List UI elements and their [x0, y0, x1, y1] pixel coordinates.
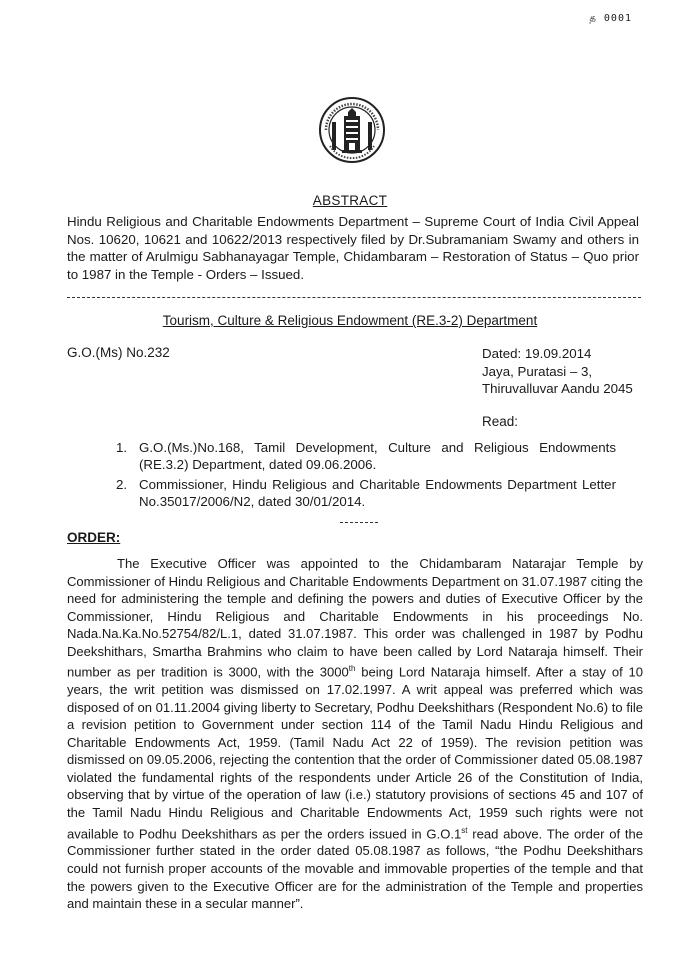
- read-label: Read:: [482, 414, 519, 429]
- department-heading: Tourism, Culture & Religious Endowment (RE.3-2) Department: [162, 313, 538, 328]
- abstract-body: Hindu Religious and Charitable Endowments Department – Supreme Court of India Civil Appeal Nos. 10620, 10621 and 10622/2013 respectively filed by Dr.Subramaniam Swamy and others in the matter of Arulmigu Sabhanayagar Temple, Chidambaram – Restoration of Status – Quo prior to 1987 in the Temple - Orders – Issued.: [67, 214, 639, 282]
- reference-text: Commissioner, Hindu Religious and Charitable Endowments Department Letter No.35017/2006/N2, dated 30/01/2014.: [139, 477, 616, 509]
- page-corner-mark: த 0001: [589, 13, 632, 24]
- abstract-title: ABSTRACT: [312, 193, 388, 208]
- tamil-date-line: Jaya, Puratasi – 3,: [482, 363, 593, 379]
- order-heading: ORDER:: [67, 530, 121, 545]
- thiruvalluvar-year-line: Thiruvalluvar Aandu 2045: [482, 381, 633, 396]
- reference-text: G.O.(Ms.)No.168, Tamil Development, Culture and Religious Endowments (RE.3.2) Department, dated 09.06.2006.: [139, 440, 616, 472]
- order-text-part2: being Lord Nataraja himself. After a stay of 10 years, the writ petition was dismissed on 17.02.1997. A writ appeal was preferred which was disposed of on 01.11.2004 giving liberty to Secretary, Podhu Deekshithars (Respondent No.6) to file a revision petition to Government under section 114 of the Tamil Nadu Hindu Religious and Charitable Endowments Act, 1959. (Tamil Nadu Act 22 of 1959). The revision petition was dismissed on 09.05.2006, rejecting the contention that the order of Commissioner dated 05.08.1987 violated the fundamental rights of the respondents under Article 26 of the Constitution of India, observing that by virtue of the operation of law (i.e.) statutory provisions of sections 45 and 107 of the Tamil Nadu Hindu Religious and Charitable Endowments Act, 1959 such rights were not available to Podhu Deekshithars as per the orders issued in G.O.1: [67, 664, 643, 841]
- reference-item: [108, 476, 616, 510]
- reference-item: [108, 439, 616, 473]
- order-text-part3: read above. The order of the Commissioner further stated in the order dated 05.08.1987 as follows, “the Podhu Deekshithars could not furnish proper accounts of the movable and immovable properties of the temple and that the powers given to the Executive Officer are for the administration of the Temple and properties and maintain these in a secular manner”.: [67, 825, 644, 912]
- order-text-part1: The Executive Officer was appointed to the Chidambaram Natarajar Temple by Commissioner of Hindu Religious and Charitable Endowments Department on 31.07.1987 citing the need for administering the temple and defining the powers and duties of Executive Officer by the Commissioner, Hindu Religious and Charitable Endowments in his proceedings No. Nada.Na.Ka.No.52754/82/L.1, dated 31.07.1987. This order was challenged in 1987 by Podhu Deekshithars, Smartha Brahmins who claim to have been called by Lord Nataraja himself. Their number as per tradition is 3000, with the 3000: [67, 556, 643, 680]
- section-divider: [67, 297, 641, 298]
- state-emblem-seal: [318, 96, 386, 182]
- ordinal-suffix: th: [348, 664, 356, 674]
- dated-block: [482, 345, 633, 398]
- ordinal-suffix: st: [461, 825, 468, 835]
- reference-number: 2.: [116, 477, 128, 492]
- go-number: G.O.(Ms) No.232: [67, 345, 170, 360]
- order-paragraph: [67, 555, 643, 913]
- reference-number: 1.: [116, 440, 128, 455]
- dated-line: Dated: 19.09.2014: [482, 346, 592, 361]
- reference-list: [108, 439, 616, 513]
- short-divider: [340, 522, 378, 523]
